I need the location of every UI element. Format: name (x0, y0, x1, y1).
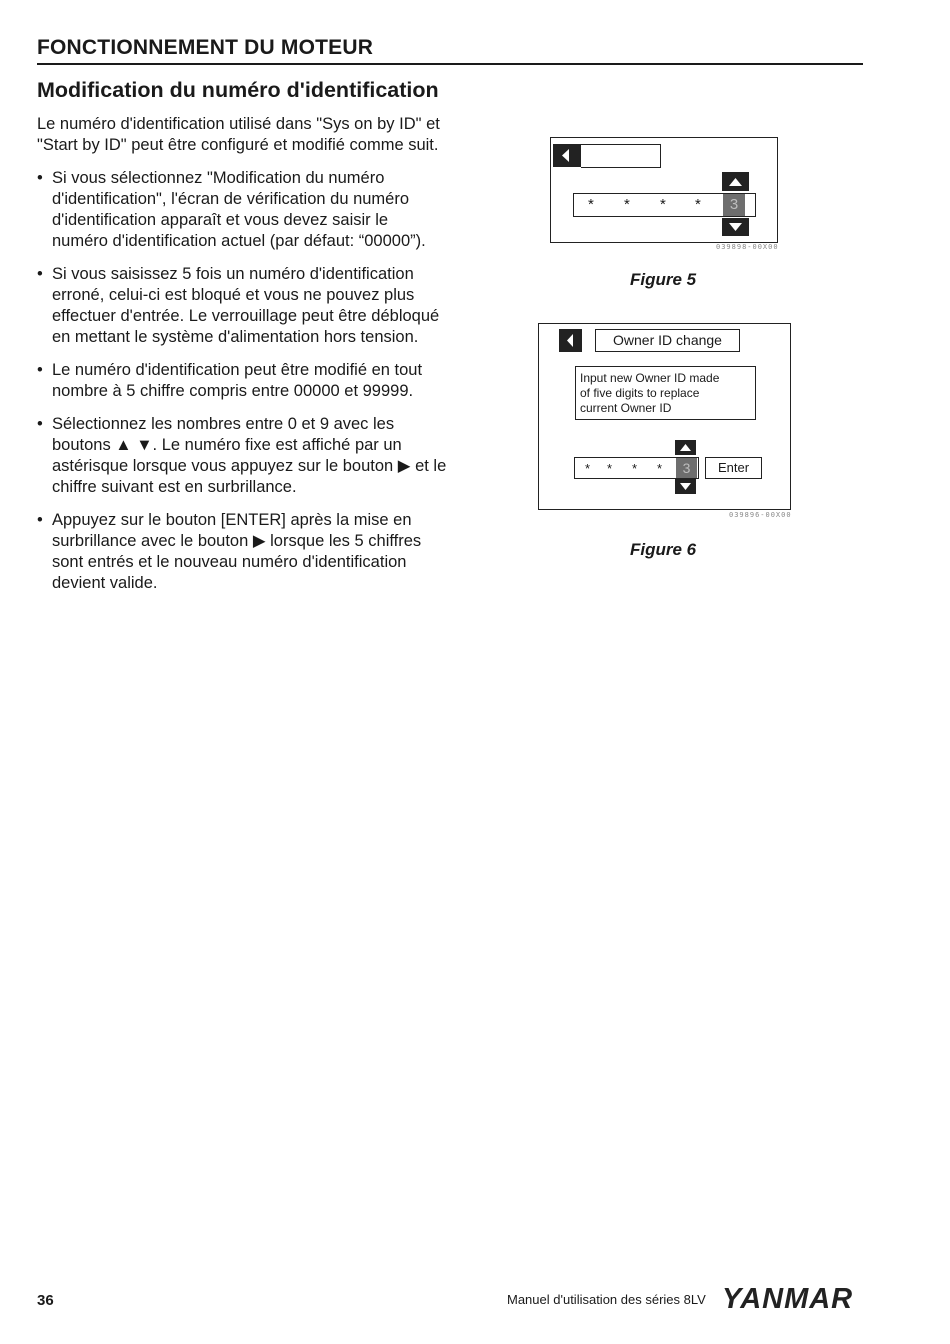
entered-digit-mask: * (607, 461, 613, 476)
figure6-code: 039896-00X00 (729, 511, 792, 519)
id-entry-field[interactable] (574, 457, 699, 479)
down-arrow-icon[interactable] (722, 218, 749, 236)
body-text (37, 114, 447, 606)
brand-logo: YANMAR (722, 1283, 854, 1315)
list-item-text: Si vous saisissez 5 fois un numéro d'identification erroné, celui-ci est bloqué et vous ne pouvez plus effectuer d'entrée. Le verrouillage peut être débloqué en mettant le système d'alimentation hors tension. (52, 265, 440, 346)
figure5-caption: Figure 5 (630, 270, 697, 289)
screen-title-box (581, 144, 661, 168)
list-item-text: Le numéro d'identification peut être modifié en tout nombre à 5 chiffre compris entre 00000 et 99999. (52, 361, 423, 400)
bullet-marker: • (37, 361, 43, 379)
bullet-marker: • (37, 415, 43, 433)
intro-paragraph: Le numéro d'identification utilisé dans "Sys on by ID" et "Start by ID" peut être configuré et modifié comme suit. (37, 115, 440, 154)
back-arrow-icon[interactable] (553, 144, 581, 167)
message-line: of five digits to replace (580, 386, 700, 400)
instruction-message (575, 366, 756, 420)
active-digit: 3 (676, 458, 697, 478)
page-number: 36 (37, 1292, 54, 1309)
list-item (37, 360, 447, 402)
bullet-marker: • (37, 511, 43, 529)
entered-digit-mask: * (657, 461, 663, 476)
list-item (37, 168, 447, 252)
list-item (37, 264, 447, 348)
list-item (37, 510, 447, 594)
up-arrow-icon[interactable] (675, 440, 696, 455)
list-item-text: Si vous sélectionnez "Modification du numéro d'identification", l'écran de vérification du numéro d'identification apparaît et vous devez saisir le numéro d'identification actuel (par défaut: “00000”). (52, 169, 426, 250)
bullet-list (37, 168, 447, 594)
figure5-screen (550, 137, 778, 243)
list-item-text: Appuyez sur le bouton [ENTER] après la mise en surbrillance avec le bouton ▶ lorsque les 5 chiffres sont entrés et le nouveau numéro d'identification devient valide. (52, 511, 422, 592)
entered-digit-mask: * (632, 461, 638, 476)
id-entry-field[interactable] (573, 193, 756, 217)
entered-digit-mask: * (624, 196, 630, 213)
message-line: Input new Owner ID made (580, 371, 720, 385)
section-header (37, 36, 863, 65)
list-item (37, 414, 447, 498)
section-title: FONCTIONNEMENT DU MOTEUR (37, 36, 374, 59)
figure5-code: 039898-00X00 (716, 243, 779, 251)
entered-digit-mask: * (588, 196, 594, 213)
back-arrow-icon[interactable] (559, 329, 582, 352)
entered-digit-mask: * (585, 461, 591, 476)
figure6-caption: Figure 6 (630, 540, 697, 559)
page-subtitle: Modification du numéro d'identification (37, 78, 439, 102)
entered-digit-mask: * (695, 196, 701, 213)
bullet-marker: • (37, 265, 43, 283)
up-arrow-icon[interactable] (722, 172, 749, 191)
entered-digit-mask: * (660, 196, 666, 213)
manual-title: Manuel d'utilisation des séries 8LV (507, 1292, 706, 1307)
list-item-text: Sélectionnez les nombres entre 0 et 9 avec les boutons ▲ ▼. Le numéro fixe est affiché par un astérisque lorsque vous appuyez sur le bouton ▶ et le chiffre suivant est en surbrillance. (52, 415, 447, 496)
message-line: current Owner ID (580, 401, 672, 415)
enter-button[interactable]: Enter (705, 457, 762, 479)
screen-title-box: Owner ID change (595, 329, 740, 352)
bullet-marker: • (37, 169, 43, 187)
figure6-screen (538, 323, 791, 510)
down-arrow-icon[interactable] (675, 479, 696, 494)
active-digit: 3 (723, 194, 745, 216)
